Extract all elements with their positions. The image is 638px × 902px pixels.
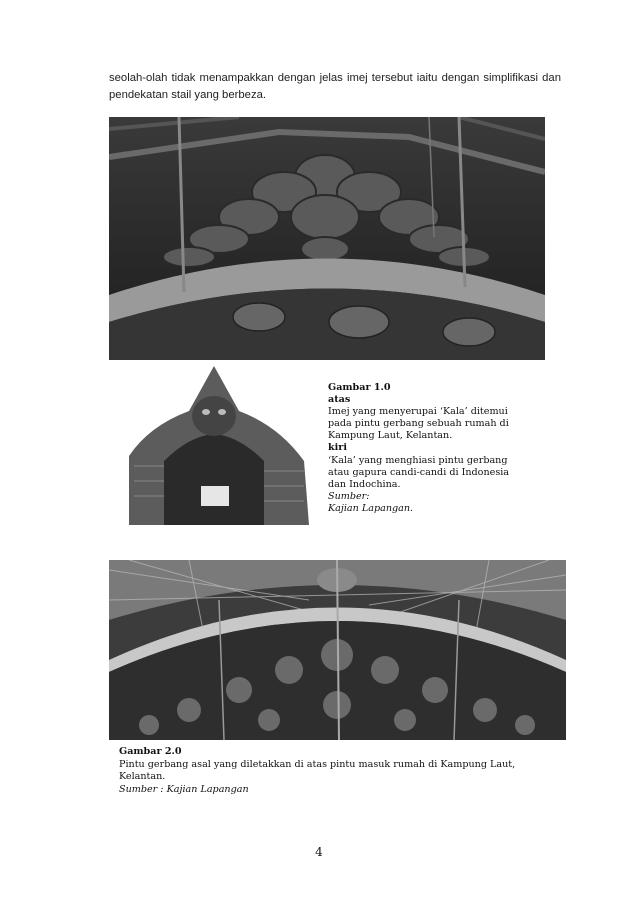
intro-paragraph: seolah-olah tidak menampakkan dengan jelas imej tersebut iaitu dengan simplifikasi dan pendekatan stail yang berbeza. — [109, 72, 561, 101]
figure-2-caption — [119, 746, 559, 796]
figure-1-title: Gambar 1.0 — [328, 382, 391, 393]
page-number: 4 — [315, 845, 323, 859]
figure-1-label-atas: atas — [328, 394, 351, 406]
figure-1-desc-atas: Imej yang menyerupai ‘Kala’ ditemui pada pintu gerbang sebuah rumah di Kampung Laut, Kelantan. — [328, 406, 509, 442]
figure-2-desc: Pintu gerbang asal yang diletakkan di atas pintu masuk rumah di Kampung Laut, Kelantan. — [119, 758, 516, 783]
figure-1-caption — [328, 382, 528, 515]
figure-2-source: Sumber : Kajian Lapangan — [119, 783, 249, 795]
figure-1-label-kiri: kiri — [328, 442, 347, 454]
figure-1-desc-kiri: ‘Kala’ yang menghiasi pintu gerbang atau gapura candi-candi di Indonesia dan Indochina. — [328, 454, 510, 490]
figure-2-title: Gambar 2.0 — [119, 746, 182, 757]
figure-1-source-label: Sumber: — [328, 490, 370, 502]
photo-kala-temple-gateway — [109, 366, 316, 525]
figure-1-source-value: Kajian Lapangan. — [328, 502, 414, 514]
photo-kala-carving-door — [109, 117, 545, 360]
photo-carved-arch-gateway — [109, 560, 566, 740]
